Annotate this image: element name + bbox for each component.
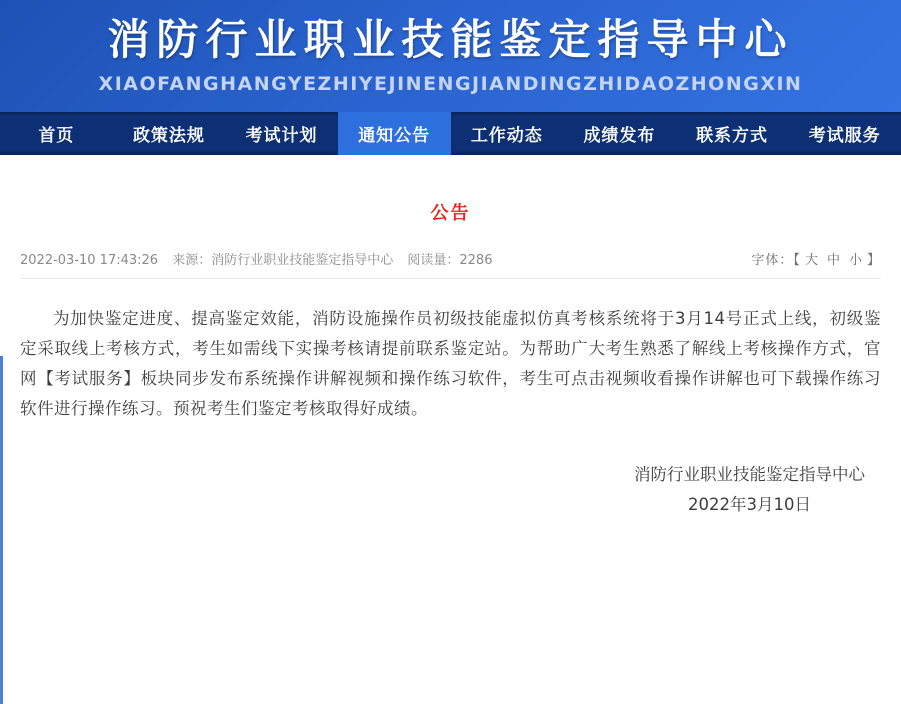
publish-datetime: 2022-03-10 17:43:26 — [20, 253, 159, 268]
nav-item-exam-services[interactable]: 考试服务 — [808, 126, 881, 146]
article-signature — [20, 460, 881, 520]
signature-organization: 消防行业职业技能鉴定指导中心 — [634, 465, 865, 484]
nav-item-notices[interactable]: 通知公告 — [338, 112, 451, 155]
font-size-small-button[interactable]: 小 — [848, 253, 863, 268]
nav-item-work-news[interactable]: 工作动态 — [470, 126, 543, 146]
article-body: 为加快鉴定进度、提高鉴定效能，消防设施操作员初级技能虚拟仿真考核系统将于3月14号正式上线，初级鉴定采取线上考核方式，考生如需线下实操考核请提前联系鉴定站。为帮助广大考生熟悉了解线上考核操作方式，官网【考试服务】板块同步发布系统操作讲解视频和操作练习软件，考生可点击视频收看操作讲解也可下载操作练习软件进行操作练习。预祝考生们鉴定考核取得好成绩。 — [20, 309, 881, 418]
nav-item-exam-plan[interactable]: 考试计划 — [245, 126, 318, 146]
site-title: 消防行业职业技能鉴定指导中心 — [107, 15, 794, 65]
bracket-close: 】 — [866, 253, 881, 268]
source-label: 来源：消防行业职业技能鉴定指导中心 — [172, 253, 394, 268]
font-size-large-button[interactable]: 大 — [804, 253, 819, 268]
view-count: 阅读量：2286 — [407, 253, 493, 268]
font-size-medium-button[interactable]: 中 — [826, 253, 841, 268]
nav-item-home[interactable]: 首页 — [38, 126, 75, 146]
left-accent-bar — [0, 356, 3, 704]
article-meta-left — [20, 249, 502, 268]
font-size-label: 字体： — [751, 253, 794, 268]
font-size-controls — [751, 249, 881, 268]
article-meta — [20, 249, 881, 268]
meta-divider — [20, 278, 881, 279]
article-content — [0, 199, 901, 520]
site-title-pinyin: XIAOFANGHANGYEZHIYEJINENGJIANDINGZHIDAOZHONGXIN — [98, 72, 803, 95]
site-header — [0, 0, 901, 112]
main-nav — [0, 112, 901, 155]
nav-item-contact[interactable]: 联系方式 — [696, 126, 769, 146]
article-title: 公告 — [430, 203, 471, 224]
signature-date: 2022年3月10日 — [688, 495, 811, 514]
bracket-open: 【 — [793, 253, 801, 268]
nav-item-policies[interactable]: 政策法规 — [132, 126, 205, 146]
nav-item-results[interactable]: 成绩发布 — [583, 126, 656, 146]
